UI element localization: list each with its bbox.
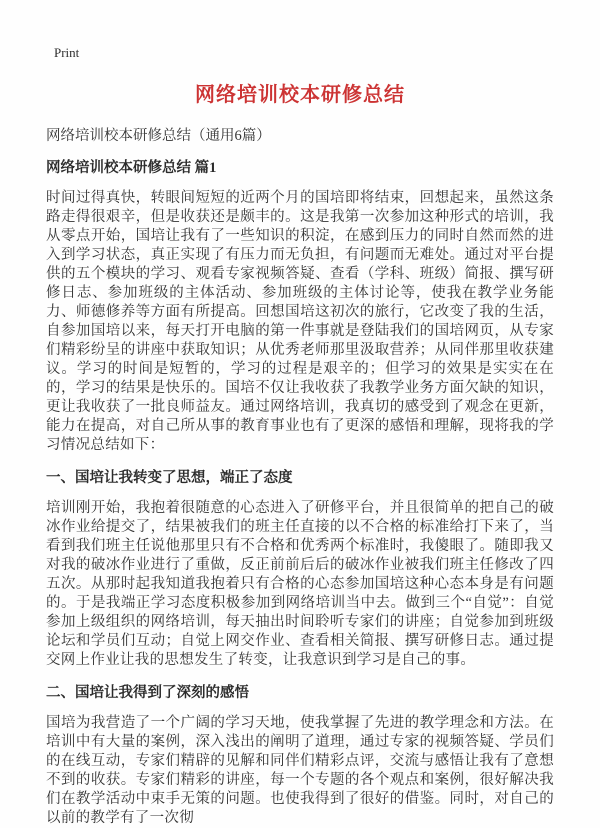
section-heading-1: 网络培训校本研修总结 篇1 <box>46 160 217 176</box>
article-paragraph-1: 时间过得真快，转眼间短短的近两个月的国培即将结束，回想起来，虽然这条路走得很艰辛，但是收获还是颇丰的。这是我第一次参加这种形式的培训，我从零点开始，国培让我有了一些知识的积淀，在感到压力的同时自然而然的进入到学习状态，真正实现了有压力而无负担，有问题而无难处。通过对平台提供的五个模块的学习、观看专家视频答疑、查看（学科、班级）简报、撰写研修日志、参加班级的主体活动、参加班级的主体讨论等，使我在教学业务能力、师德修养等方面有所提高。回想国培这初次的旅行，它改变了我的生活，自参加国培以来，每天打开电脑的第一件事就是登陆我们的国培网页，从专家们精彩纷呈的讲座中获取知识；从优秀老师那里汲取营养；从同伴那里收获建议。学习的时间是短暂的，学习的过程是艰辛的；但学习的效果是实实在在的，学习的结果是快乐的。国培不仅让我收获了我教学业务方面欠缺的知识，更让我收获了一批良师益友。通过网络培训，我真切的感受到了观念在更新，能力在提高，对自己所从事的教育事业也有了更深的感悟和理解，现将我的学习情况总结如下： <box>46 190 554 453</box>
article-paragraph-3: 国培为我营造了一个广阔的学习天地，使我掌握了先进的教学理念和方法。在培训中有大量的案例，深入浅出的阐明了道理，通过专家的视频答疑、学员们的在线互动，专家们精辟的见解和同伴们精彩点评，交流与感悟让我有了意想不到的收获。专家们精彩的讲座，每一个专题的各个观点和案例，很好解决我们在教学活动中束手无策的问题。也使我得到了很好的借鉴。同时，对自己的以前的教学有了一次彻 <box>46 715 554 826</box>
print-button[interactable]: Print <box>54 45 80 60</box>
section-heading-2: 一、国培让我转变了思想，端正了态度 <box>46 470 293 486</box>
section-heading-3: 二、国培让我得到了深刻的感悟 <box>46 685 249 701</box>
article-subtitle: 网络培训校本研修总结（通用6篇） <box>46 128 271 144</box>
article-body <box>46 159 554 828</box>
article-paragraph-2: 培训刚开始，我抱着很随意的心态进入了研修平台，并且很简单的把自己的破冰作业给提交了，结果被我们的班主任直接的以不合格的标准给打下来了，当看到我们班主任说他那里只有不合格和优秀两个标准时，我傻眼了。随即我又对我的破冰作业进行了重做，反正前前后后的破冰作业被我们班主任修改了四五次。从那时起我知道我抱着只有合格的心态参加国培这种心态本身是有问题的。于是我端正学习态度积极参加到网络培训当中去。做到三个“自觉”：自觉参加上级组织的网络培训，每天抽出时间聆听专家们的讲座；自觉参加到班级论坛和学员们互动；自觉上网交作业、查看相关简报、撰写研修日志。通过提交网上作业让我的思想发生了转变，让我意识到学习是自己的事。 <box>46 500 554 668</box>
page-title: 网络培训校本研修总结 <box>195 84 405 106</box>
